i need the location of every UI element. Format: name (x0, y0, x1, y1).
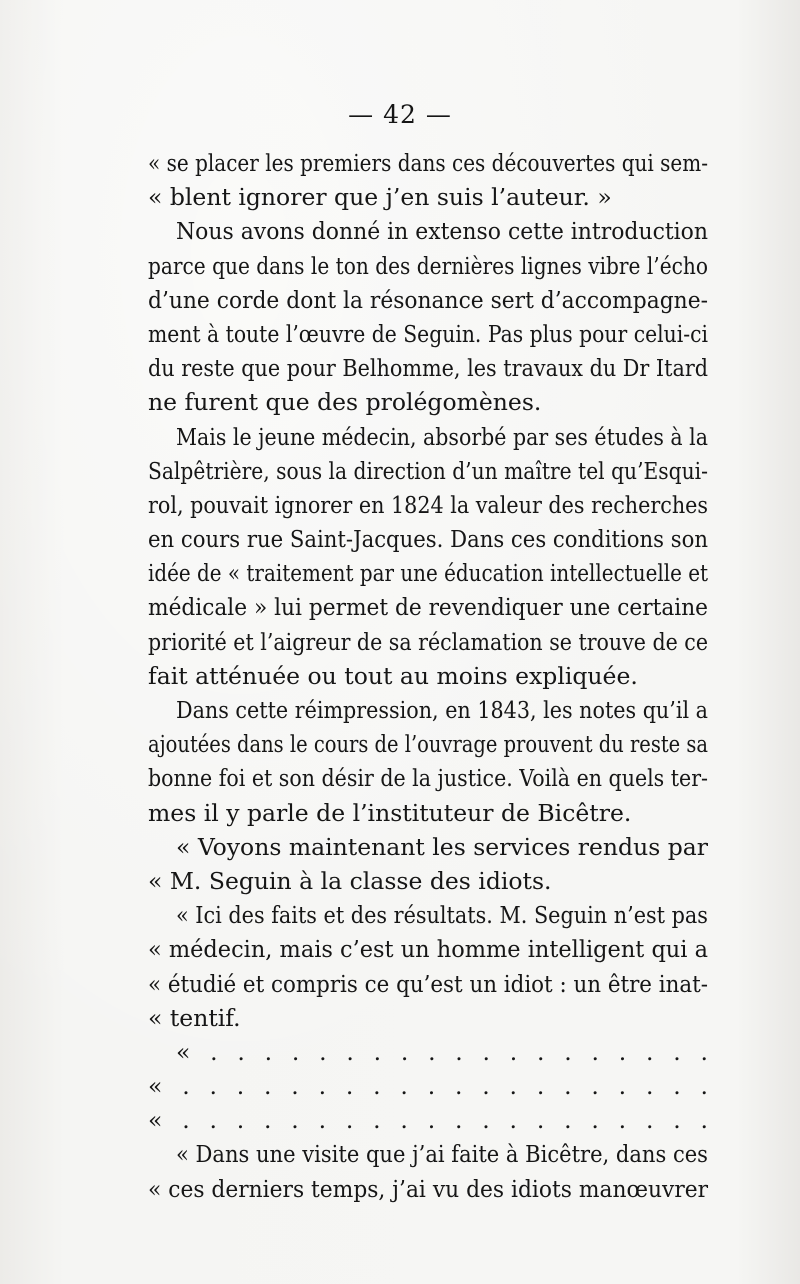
text-line: parce que dans le ton des dernières lignes vibre l’écho (148, 251, 708, 280)
text-line: « étudié et compris ce qu’est un idiot : un être inat- (148, 969, 708, 998)
text-line: « M. Seguin à la classe des idiots. (148, 866, 552, 895)
text-line: en cours rue Saint-Jacques. Dans ces conditions son (148, 525, 708, 554)
text-line: rol, pouvait ignorer en 1824 la valeur des recherches (148, 490, 709, 519)
text-line: Nous avons donné in extenso cette introduction (176, 217, 709, 246)
text-line: « Dans une visite que j’ai faite à Bicêtre, dans ces (176, 1140, 708, 1169)
text-line: Dans cette réimpression, en 1843, les notes qu’il a (176, 696, 708, 724)
text-line: « . . . . . . . . . . . . . . . . . . . . (148, 1106, 708, 1135)
text-line: bonne foi et son désir de la justice. Voilà en quels ter- (148, 764, 708, 793)
text-line: d’une corde dont la résonance sert d’accompagne- (148, 285, 708, 314)
text-line: idée de « traitement par une éducation intellectuelle et (148, 559, 709, 588)
text-line: « blent ignorer que j’en suis l’auteur. » (148, 183, 612, 212)
text-line: Mais le jeune médecin, absorbé par ses études à la (176, 422, 708, 451)
text-line: priorité et l’aigreur de sa réclamation se trouve de ce (148, 627, 708, 656)
page-number: — 42 — (348, 100, 452, 129)
text-line: « tentif. (148, 1003, 241, 1032)
text-line: « . . . . . . . . . . . . . . . . . . . (176, 1037, 708, 1066)
text-line: « ces derniers temps, j’ai vu des idiots manœuvrer (148, 1174, 709, 1203)
text-line: médicale » lui permet de revendiquer une certaine (148, 593, 708, 622)
text-line: Salpêtrière, sous la direction d’un maître tel qu’Esqui- (148, 456, 708, 485)
text-line: « . . . . . . . . . . . . . . . . . . . . (148, 1072, 708, 1101)
text-line: « Ici des faits et des résultats. M. Seguin n’est pas (176, 901, 708, 930)
text-line: ne furent que des prolégomènes. (148, 388, 542, 417)
text-line: « Voyons maintenant les services rendus par (176, 832, 709, 861)
text-line: « se placer les premiers dans ces découvertes qui sem- (148, 149, 709, 177)
text-line: du reste que pour Belhomme, les travaux du Dr Itard (148, 354, 709, 383)
body-text (148, 146, 708, 1206)
text-line: ajoutées dans le cours de l’ouvrage prouvent du reste sa (148, 730, 709, 759)
text-line: fait atténuée ou tout au moins expliquée. (148, 661, 638, 690)
text-line: « médecin, mais c’est un homme intelligent qui a (148, 935, 708, 964)
text-line: mes il y parle de l’instituteur de Bicêtre. (148, 798, 632, 827)
text-line: ment à toute l’œuvre de Seguin. Pas plus pour celui-ci (148, 319, 709, 348)
